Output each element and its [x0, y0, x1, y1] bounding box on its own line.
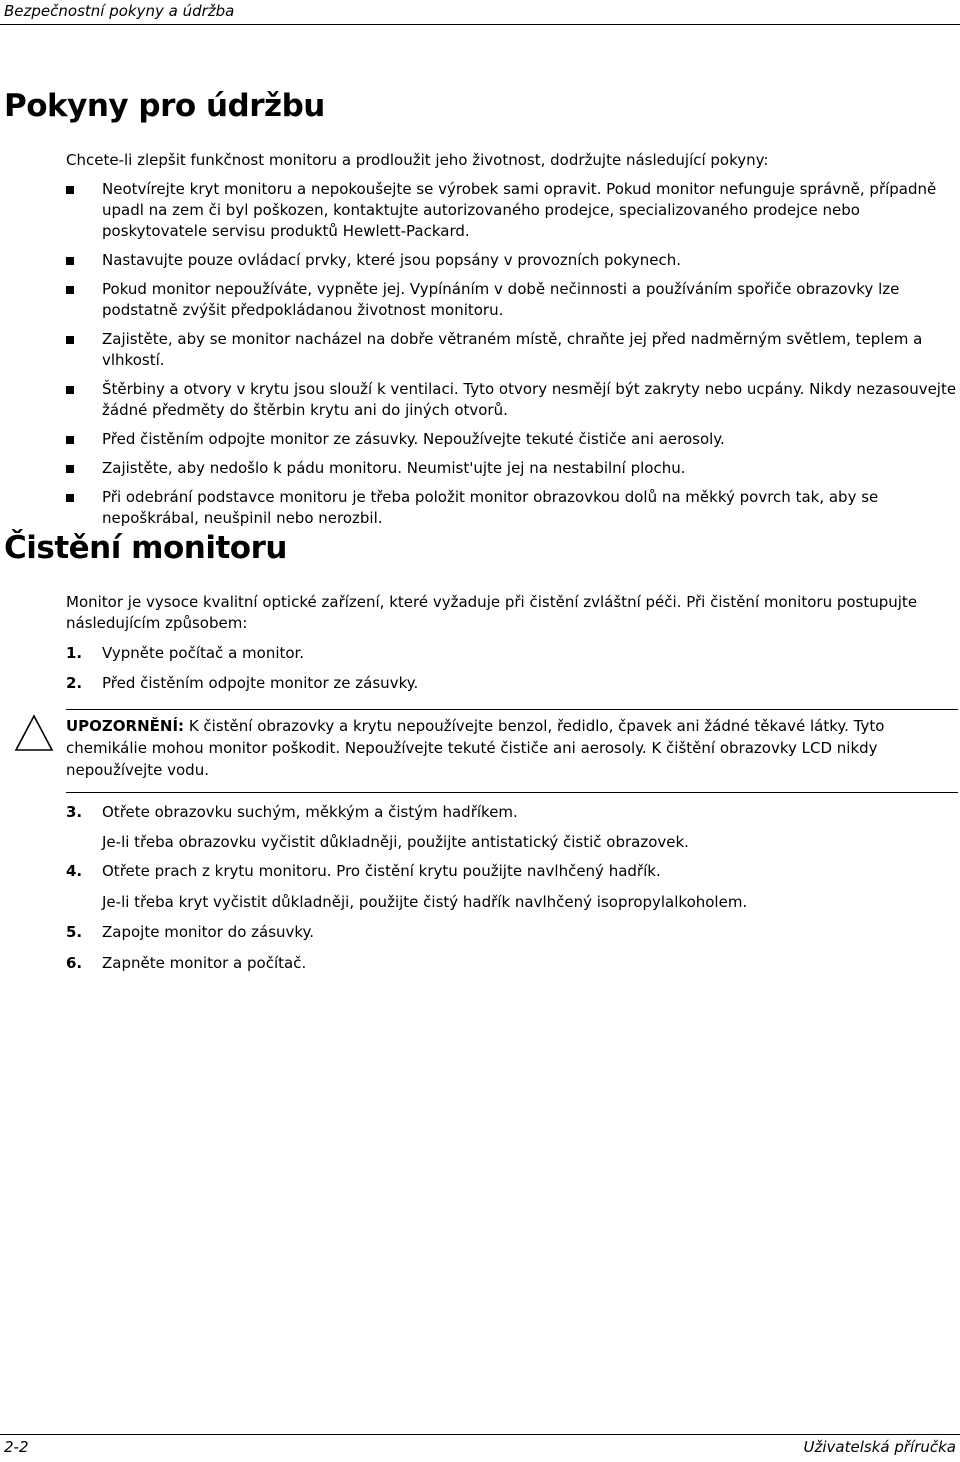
square-bullet-icon — [66, 257, 74, 265]
running-header: Bezpečnostní pokyny a údržba — [4, 2, 235, 20]
square-bullet-icon — [66, 186, 74, 194]
square-bullet-icon — [66, 494, 74, 502]
warning-triangle-icon — [14, 713, 54, 753]
square-bullet-icon — [66, 436, 74, 444]
header-rule — [0, 24, 960, 25]
caution-top-rule — [66, 709, 958, 710]
list-item: Před čistěním odpojte monitor ze zásuvky. Nepoužívejte tekuté čističe ani aerosoly. — [66, 429, 958, 450]
caution-body: K čistění obrazovky a krytu nepoužívejte benzol, ředidlo, čpavek ani žádné těkavé látky. Tyto chemikálie mohou monitor poškodit. Nepoužívejte tekuté čističe ani aerosoly. K čištění obrazovky LCD nikdy nepoužívejte vodu. — [66, 717, 885, 779]
section-heading-cleaning: Čistění monitoru — [4, 530, 287, 566]
list-item: Zajistěte, aby nedošlo k pádu monitoru. Neumist'ujte jej na nestabilní plochu. — [66, 458, 958, 479]
step-note: Je-li třeba kryt vyčistit důkladněji, použijte čistý hadřík navlhčený isopropylalkoholem. — [102, 893, 748, 911]
cleaning-intro: Monitor je vysoce kvalitní optické zařízení, které vyžaduje při čistění zvláštní péči. Při čistění monitoru postupujte následujícím způsobem: — [66, 593, 918, 632]
footer-doc-title: Uživatelská příručka — [803, 1438, 956, 1456]
list-item: Zajistěte, aby se monitor nacházel na dobře větraném místě, chraňte jej před nadměrným světlem, teplem a vlhkostí. — [66, 329, 958, 371]
square-bullet-icon — [66, 465, 74, 473]
list-item: Pokud monitor nepoužíváte, vypněte jej. Vypínáním v době nečinnosti a používáním spořiče obrazovky lze podstatně zvýšit předpokládanou životnost monitoru. — [66, 279, 958, 321]
caution-note — [66, 715, 946, 781]
list-item: Nastavujte pouze ovládací prvky, které jsou popsány v provozních pokynech. — [66, 250, 958, 271]
document-page: Bezpečnostní pokyny a údržba Pokyny pro údržbu Chcete-li zlepšit funkčnost monitoru a prodloužit jeho životnost, dodržujte následující pokyny: Neotvírejte kryt monitoru a nepokoušejte se výrobek sami opravit. Pokud monitor nefunguje správně, případně upadl na zem či byl poškozen, kontaktujte autorizovaného prodejce, specializovaného prodejce nebo poskytovatele servisu produktů Hewlett-Packard. Nastavujte pouze ovládací prvky, které jsou popsány v provozních pokynech. Pokud monitor nepoužíváte, vypněte jej. Vypínáním v době nečinnosti a používáním spořiče obrazovky lze podstatně zvýšit předpokládanou životnost monitoru. Zajistěte, aby se monitor nacházel na dobře větraném místě, chraňte jej před nadměrným světlem, teplem a vlhkostí. Štěrbiny a otvory v krytu jsou slouží k ventilaci. Tyto otvory nesmějí být zakryty nebo ucpány. Nikdy nezasouvejte žádné předměty do štěrbin krytu ani do jiných otvorů. Před čistěním odpojte monitor ze zásuvky. Nepoužívejte tekuté čističe ani aerosoly. Zajistěte, aby nedošlo k pádu monitoru. Neumist'ujte jej na nestabilní plochu. Při odebrání podstavce monitoru je třeba položit monitor obrazovkou dolů na měkký povrch tak, aby se nepoškrábal, neušpinil nebo nerozbil. Čistění monitoru Monitor je vysoce kvalitní optické zařízení, které vyžaduje při čistění zvláštní péči. Při čistění monitoru postupujte následujícím způsobem: 1. Vypněte počítač a monitor. 2. Před čistěním odpojte monitor ze zásuvky. UPOZORNĚNÍ: K čistění obrazovky a krytu nepoužívejte benzol, ředidlo, čpavek ani žádné těkavé látky. Tyto chemikálie mohou monitor poškodit. Nepoužívejte tekuté čističe ani aerosoly. K čištění obrazovky LCD nikdy nepoužívejte vodu. 3. Otřete obrazovku suchým, měkkým a čistým hadříkem. Je-li třeba obrazovku vyčistit důkladněji, použijte antistatický čistič obrazovek. 4. Otřete prach z krytu monitoru. Pro čistění krytu použijte navlhčený hadřík. Je-li třeba kryt vyčistit důkladněji, použijte čistý hadřík navlhčený isopropylalkoholem. 5. Zapojte monitor do zásuvky. 6. Zapněte monitor a počítač. 2-2 Uživatelská příručka — [0, 0, 960, 1462]
maintenance-bullet-list — [66, 179, 958, 537]
step-note: Je-li třeba obrazovku vyčistit důkladněji, použijte antistatický čistič obrazovek. — [102, 833, 689, 851]
section-heading-maintenance: Pokyny pro údržbu — [4, 88, 325, 124]
list-item: Při odebrání podstavce monitoru je třeba položit monitor obrazovkou dolů na měkký povrch tak, aby se nepoškrábal, neušpinil nebo nerozbil. — [66, 487, 958, 529]
square-bullet-icon — [66, 336, 74, 344]
list-item: Neotvírejte kryt monitoru a nepokoušejte se výrobek sami opravit. Pokud monitor nefunguje správně, případně upadl na zem či byl poškozen, kontaktujte autorizovaného prodejce, specializovaného prodejce nebo poskytovatele servisu produktů Hewlett-Packard. — [66, 179, 958, 242]
footer-rule — [0, 1434, 960, 1435]
page-number: 2-2 — [4, 1438, 29, 1456]
square-bullet-icon — [66, 286, 74, 294]
maintenance-intro: Chcete-li zlepšit funkčnost monitoru a prodloužit jeho životnost, dodržujte následující pokyny: — [66, 151, 769, 169]
caution-bottom-rule — [66, 792, 958, 793]
list-item: Štěrbiny a otvory v krytu jsou slouží k ventilaci. Tyto otvory nesmějí být zakryty nebo ucpány. Nikdy nezasouvejte žádné předměty do štěrbin krytu ani do jiných otvorů. — [66, 379, 958, 421]
caution-label: UPOZORNĚNÍ: — [66, 717, 185, 735]
square-bullet-icon — [66, 386, 74, 394]
